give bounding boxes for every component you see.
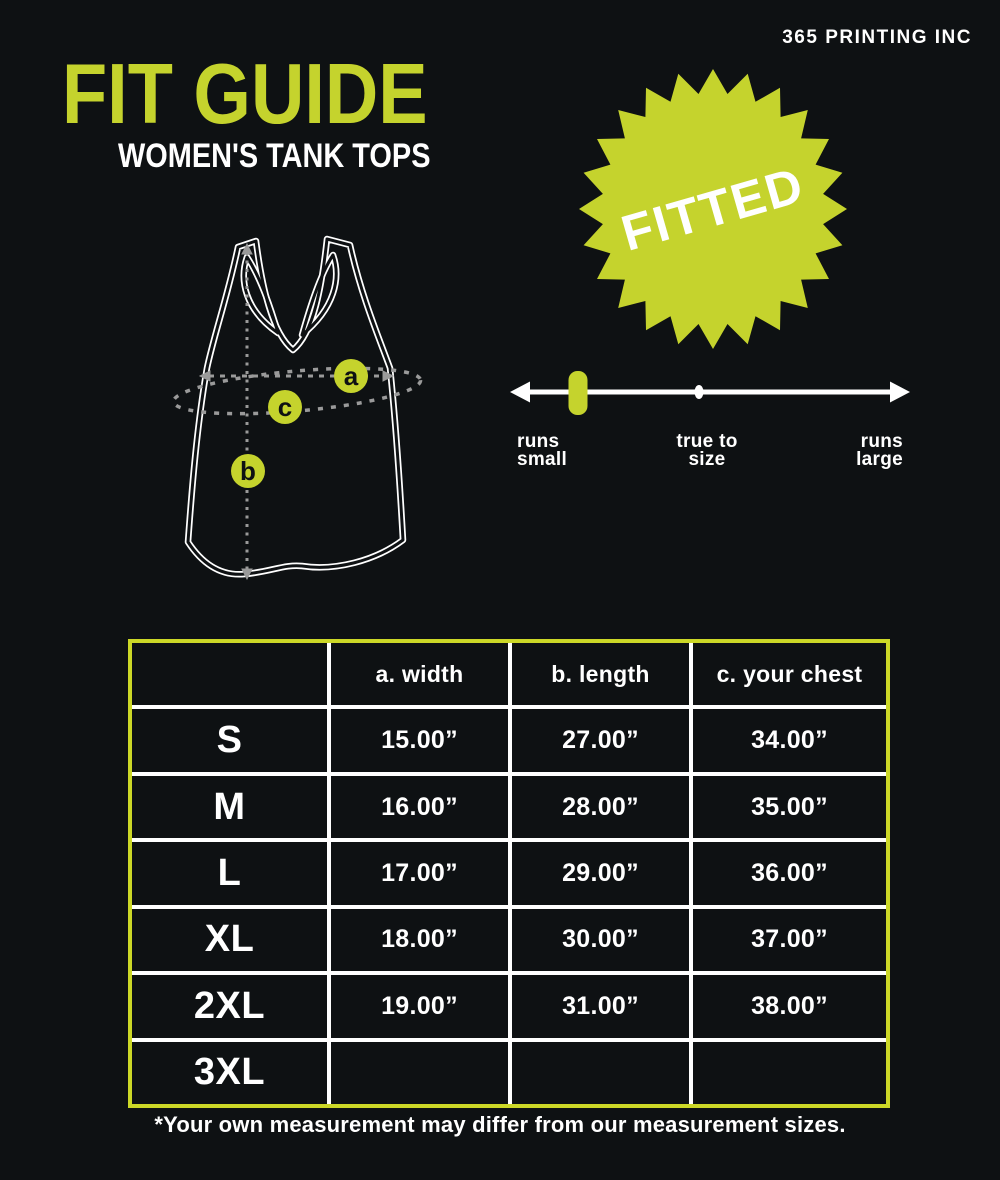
marker-b-label: b <box>240 456 256 486</box>
tank-top-diagram <box>150 225 480 595</box>
size-label-xl: XL <box>132 909 327 971</box>
table-cell: 27.00” <box>512 709 689 771</box>
header-cell-empty <box>132 643 327 705</box>
table-cell: 35.00” <box>693 776 886 838</box>
marker-group <box>231 359 368 488</box>
size-label-l: L <box>132 842 327 904</box>
label-true-to-size <box>648 433 766 469</box>
table-cell: 31.00” <box>512 975 689 1037</box>
table-cell: 28.00” <box>512 776 689 838</box>
table-cell: 29.00” <box>512 842 689 904</box>
badge-label: FITTED <box>615 156 811 262</box>
table-cell <box>512 1042 689 1104</box>
table-cell: 15.00” <box>331 709 508 771</box>
scale-marker <box>569 371 588 415</box>
true-to-size-dot <box>695 385 704 399</box>
label-line: runs <box>860 431 903 452</box>
label-line: size <box>688 449 726 470</box>
size-label-2xl: 2XL <box>132 975 327 1037</box>
fit-scale <box>505 368 915 420</box>
brand-text: 365 PRINTING INC <box>782 27 972 48</box>
size-label-s: S <box>132 709 327 771</box>
table-cell: 30.00” <box>512 909 689 971</box>
fitted-badge <box>567 63 859 355</box>
table-cell <box>693 1042 886 1104</box>
header-cell-chest: c. your chest <box>693 643 886 705</box>
page-title: FIT GUIDE <box>62 47 428 142</box>
size-label-3xl: 3XL <box>132 1042 327 1104</box>
label-line: runs <box>517 431 560 452</box>
marker-c-label: c <box>277 392 293 422</box>
label-line: small <box>517 449 568 470</box>
table-cell <box>331 1042 508 1104</box>
table-cell: 16.00” <box>331 776 508 838</box>
page-subtitle: WOMEN'S TANK TOPS <box>118 137 431 175</box>
table-cell: 37.00” <box>693 909 886 971</box>
table-cell: 38.00” <box>693 975 886 1037</box>
label-line: true to <box>676 431 738 452</box>
size-label-m: M <box>132 776 327 838</box>
label-runs-large <box>856 433 903 469</box>
table-cell: 17.00” <box>331 842 508 904</box>
table-cell: 19.00” <box>331 975 508 1037</box>
table-cell: 34.00” <box>693 709 886 771</box>
label-line: large <box>856 449 903 470</box>
size-table <box>128 639 890 1108</box>
label-runs-small <box>517 433 567 469</box>
measurement-disclaimer: *Your own measurement may differ from our measurement sizes. <box>154 1112 846 1137</box>
table-cell: 18.00” <box>331 909 508 971</box>
header-cell-width: a. width <box>331 643 508 705</box>
header-cell-length: b. length <box>512 643 689 705</box>
marker-a-label: a <box>343 361 359 391</box>
table-cell: 36.00” <box>693 842 886 904</box>
